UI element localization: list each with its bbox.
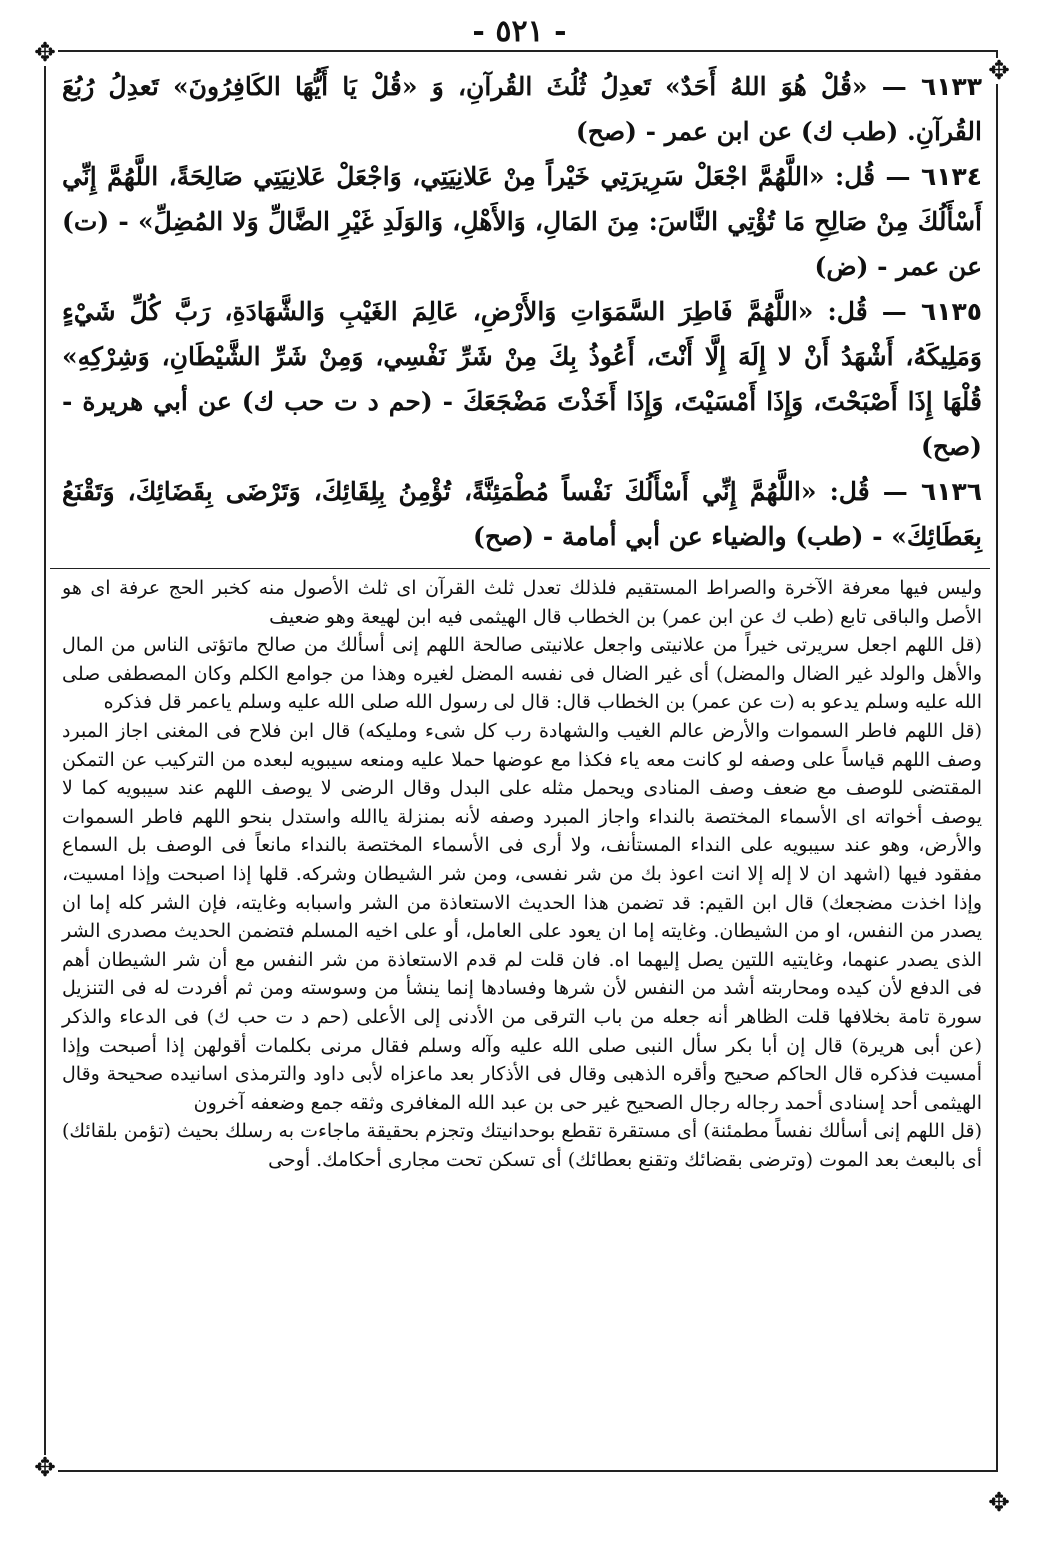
hadith-number: ٦١٣٣ [920,72,982,101]
commentary-paragraph: (قل اللهم اجعل سريرتى خيراً من علانيتى واجعل علانيتى صالحة اللهم إنى أسألك من صالح ماتؤتى الناس من المال والأهل والولد غير الضال والمضل) أى غير الضال فى نفسه المضل لغيره وهذا من جوامع الكلم وكان المصطفى صلى الله عليه وسلم يدعو به (ت عن عمر) بن الخطاب قال: قال لى رسول الله صلى الله عليه وسلم ياعمر قل فذكره [62,634,982,714]
corner-ornament-icon: ✥ [32,40,58,66]
hadith-text: — قُل: «اللَّهُمَّ فَاطِرَ السَّمَوَاتِ وَالأَرْضِ، عَالِمَ الغَيْبِ وَالشَّهَادَةِ، رَبَّ كُلِّ شَيْءٍ وَمَلِيكَهُ، أَشْهَدُ أَنْ لا إِلَهَ إِلَّا أَنْتَ، أَعُوذُ بِكَ مِنْ شَرِّ نَفْسِي، وَمِنْ شَرِّ الشَّيْطَانِ، وَشِرْكِهِ» قُلْهَا إِذَا أَصْبَحْتَ، وَإِذَا أَمْسَيْتَ، وَإِذَا أَخَذْتَ مَضْجَعَكَ - (حم د ت حب ك) عن أبي هريرة - (صح) [62,297,982,461]
hadith-text: — قُل: «اللَّهُمَّ إِنِّي أَسْأَلُكَ نَفْساً مُطْمَئِنَّةً، تُؤْمِنُ بِلِقَائِكَ، وَتَرْضَى بِقَضَائِكَ، وَتَقْنَعُ بِعَطَائِكَ» - (طب) والضياء عن أبي أمامة - (صح) [62,477,982,551]
hadith-text: — «قُلْ هُوَ اللهُ أَحَدٌ» تَعدِلُ ثُلُثَ القُرآنِ، وَ «قُلْ يَا أَيُّهَا الكَافِرُونَ» تَعدِلُ رُبُعَ القُرآنِ. (طب ك) عن ابن عمر - (صح) [62,72,982,146]
section-divider [50,568,990,569]
corner-ornament-icon: ✥ [986,1490,1012,1516]
hadith-entry [62,469,982,559]
hadith-entry [62,64,982,154]
commentary-paragraph: (قل اللهم فاطر السموات والأرض عالم الغيب والشهادة رب كل شىء ومليكه) قال ابن فلاح فى المغنى اجاز المبرد وصف اللهم قياساً على وصفه لو كانت معه ياء فكذا مع عوضها حملا عليه ومنعه سيبويه لبعده من التركيب عن التمكن المقتضى للوصف مع ضعف وصف المنادى ويحمل مثله على البدل وقال الرضى لا يوصف اللهم عند سيبويه كما لا يوصف أخواته اى الأسماء المختصة بالنداء واجاز المبرد وصفه لأنه بمنزلة ياالله واستدل بنحو اللهم فاطر السموات والأرض، وهو عند سيبويه على النداء المستأنف، ولا أرى فى الأسماء المختصة بالنداء مانعاً فى الوصف بل السماع مفقود فيها (اشهد ان لا إله إلا انت اعوذ بك من شر نفسى، ومن شر الشيطان وشركه. قلها إذا اصبحت وإذا امسيت، وإذا اخذت مضجعك) قال ابن القيم: قد تضمن هذا الحديث الاستعاذة من الشر واسبابه وغايته، فإن الشر كله إما ان يصدر من النفس، او من الشيطان. وغايته إما ان يعود على العامل، أو على اخيه المسلم فتضمن الحديث مصدرى الشر الذى يصدر عنهما، وغايتيه اللتين يصل إليهما اه. فان قلت لم قدم الاستعاذة من شر النفس مع أن شر الشيطان أهم فى الدفع لأن كيده ومحاربته أشد من النفس لأن شرها وفسادها إنما ينشأ من وسوسته ومن ثم أفردت له فى التنزيل سورة تامة بخلافها قلت الظاهر أنه جعله من باب الترقى من الأدنى إلى الأعلى (حم د ت حب ك) فى الدعاء والذكر (عن أبى هريرة) قال إن أبا بكر سأل النبى صلى الله عليه وآله وسلم فقال مرنى بكلمات أقولهن إذا أصبحت وإذا أمسيت فذكره قال الحاكم صحيح وأقره الذهبى وقال فى الأذكار بعد ماعزاه لأبى داود والترمذى اسانيده صحيحة وقال الهيثمى أحد إسنادى أحمد رجاله رجال الصحيح غير حى بن عبد الله المغافرى وثقه جمع وضعفه آخرون [62,719,982,1114]
hadith-number: ٦١٣٤ [920,162,982,191]
hadith-number: ٦١٣٥ [920,297,982,326]
commentary-paragraph: (قل اللهم إنى أسألك نفساً مطمئنة) أى مستقرة تقطع بوحدانيتك وتجزم بحقيقة ماجاءت به رسلك بحيث (تؤمن بلقائك) أى بالبعث بعد الموت (وترضى بقضائك وتقنع بعطائك) أى تسكن تحت مجارى أحكامك. أوحى [62,1120,982,1171]
commentary-paragraph: وليس فيها معرفة الآخرة والصراط المستقيم فلذلك تعدل ثلث القرآن اى ثلث الأصول منه كخبر الحج عرفة اى هو الأصل والباقى تابع (طب ك عن ابن عمر) بن الخطاب قال الهيثمى فيه ابن لهيعة وهو ضعيف [62,577,982,628]
corner-ornament-icon: ✥ [986,58,1012,84]
commentary-section [62,574,982,1174]
page-number: - ٥٢١ - [472,14,567,49]
frame-bottom-border [44,1470,998,1472]
hadith-entry [62,154,982,289]
hadith-text: — قُل: «اللَّهُمَّ اجْعَلْ سَرِيرَتِي خَيْراً مِنْ عَلانِيَتِي، وَاجْعَلْ عَلانِيَتِي صَالِحَةً، اللَّهُمَّ إِنِّي أَسْأَلُكَ مِنْ صَالِحِ مَا تُؤْتِي النَّاسَ: مِنَ المَالِ، وَالأَهْلِ، وَالوَلَدِ غَيْرِ الضَّالِّ وَلا المُضِلِّ» - (ت) عن عمر - (ض) [62,162,982,281]
corner-ornament-icon: ✥ [32,1455,58,1481]
hadith-number: ٦١٣٦ [920,477,982,506]
hadith-text-section [62,64,982,559]
hadith-entry [62,289,982,469]
